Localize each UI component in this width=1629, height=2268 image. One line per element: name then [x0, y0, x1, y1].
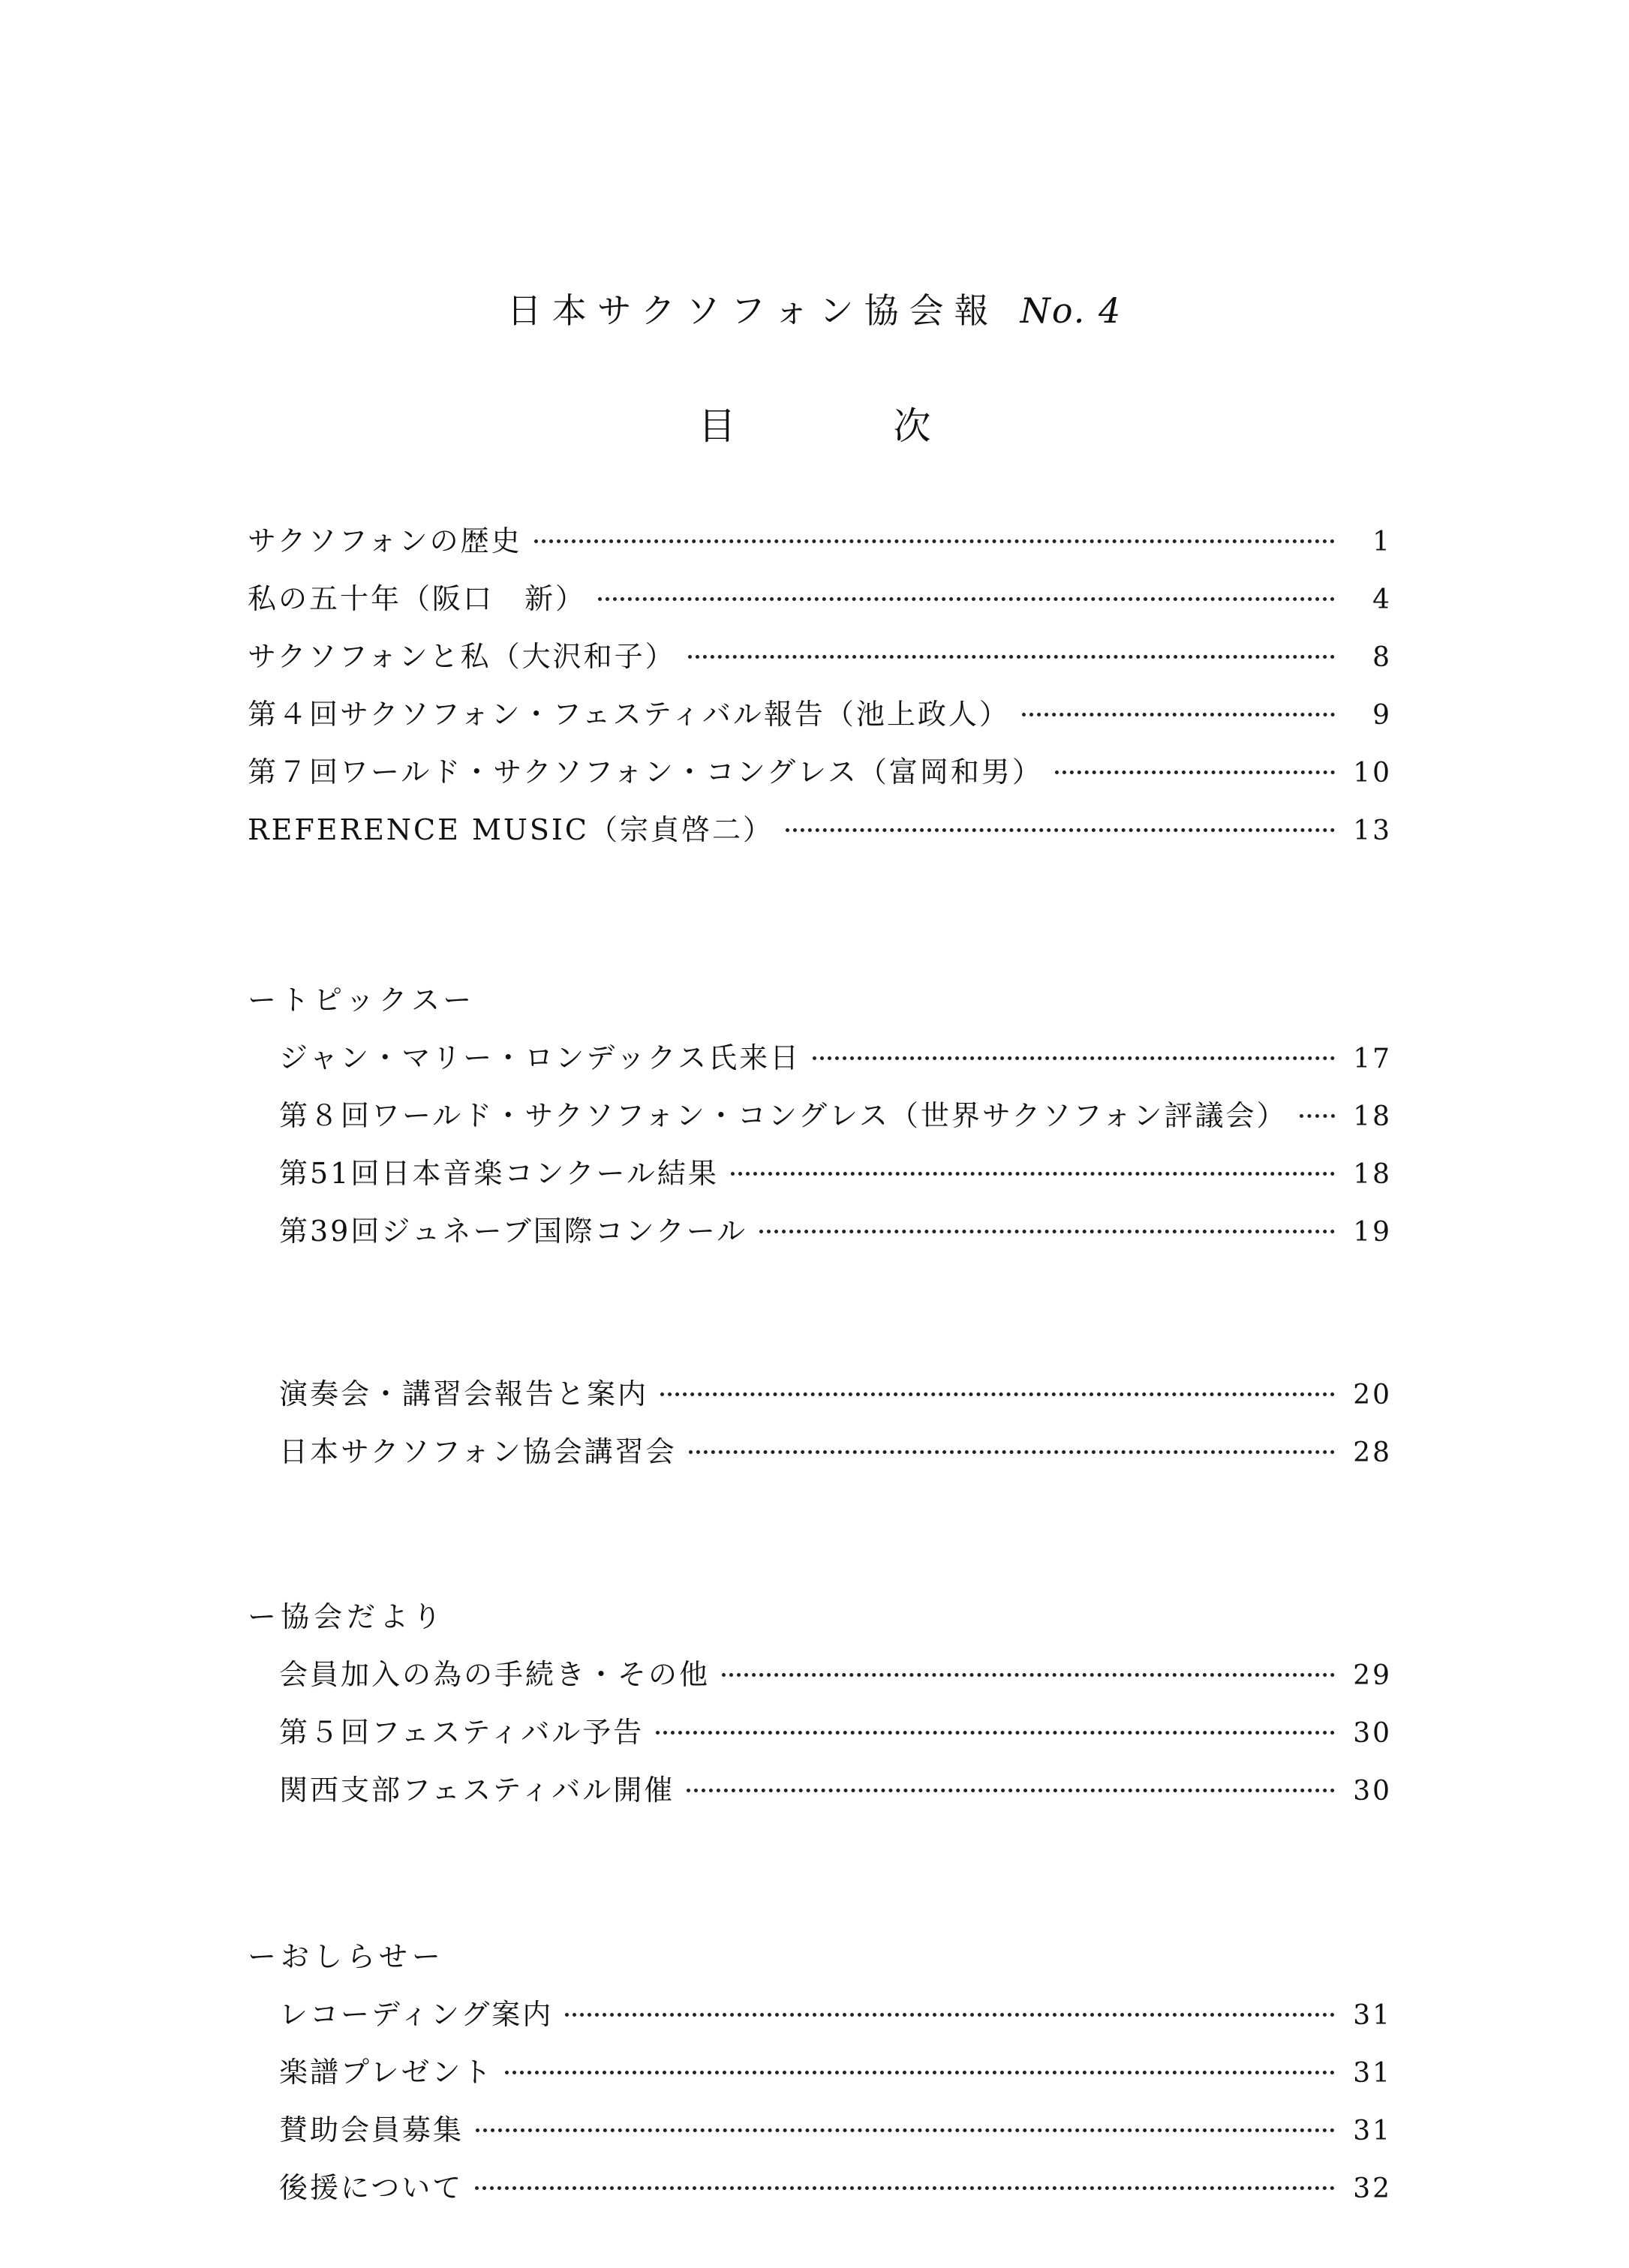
section-heading-association: ー協会だより	[248, 1600, 446, 1633]
contents-heading-left: 目	[698, 404, 736, 448]
toc-entry-page: 30	[1353, 1776, 1392, 1807]
toc-entry-title: 会員加入の為の手続き・その他	[279, 1658, 711, 1691]
toc-entry-page: 32	[1353, 2173, 1392, 2204]
toc-entry[interactable]	[248, 1428, 1392, 1486]
toc-entry-title: 第４回サクソフォン・フェスティバル報告（池上政人）	[248, 698, 1010, 731]
toc-entry-page: 4	[1372, 584, 1392, 615]
toc-entry-page: 20	[1353, 1380, 1392, 1410]
toc-entry-title: 演奏会・講習会報告と案内	[279, 1377, 649, 1410]
toc-entry-title: 後援について	[279, 2171, 464, 2204]
dot-leader	[813, 1056, 1335, 1060]
dot-leader	[534, 539, 1335, 543]
dot-leader	[505, 2071, 1335, 2074]
toc-entry-page: 9	[1372, 700, 1392, 731]
dot-leader	[475, 2186, 1335, 2190]
dot-leader	[598, 597, 1335, 601]
dot-leader	[656, 1731, 1335, 1735]
section-spacer	[248, 1266, 1392, 1371]
toc-entry-page: 31	[1353, 2000, 1392, 2031]
toc-entry-page: 31	[1353, 2058, 1392, 2089]
contents-heading-right: 次	[893, 404, 931, 448]
toc-entry-page: 30	[1353, 1718, 1392, 1749]
toc-entry-page: 8	[1372, 642, 1392, 673]
toc-entry-title: サクソフォンの歴史	[248, 524, 522, 557]
toc-entry[interactable]	[248, 807, 1392, 864]
dot-leader	[660, 1392, 1335, 1396]
dot-leader	[565, 2013, 1335, 2017]
toc-entry[interactable]	[248, 1651, 1392, 1709]
toc-entry-title: 第51回日本音楽コンクール結果	[279, 1157, 719, 1190]
issue-number: No. 4	[1020, 290, 1123, 331]
toc-entry[interactable]	[248, 2107, 1392, 2164]
toc-entry[interactable]	[248, 518, 1392, 575]
toc-entry-title: 私の五十年（阪口 新）	[248, 582, 587, 615]
dot-leader	[687, 1789, 1335, 1792]
toc-entry-page: 28	[1353, 1437, 1392, 1468]
toc-entry[interactable]	[248, 1208, 1392, 1266]
toc-entry-title: REFERENCE MUSIC（宗貞啓二）	[248, 813, 774, 846]
page-title	[0, 284, 1629, 333]
toc-entry-title: レコーディング案内	[279, 1998, 554, 2031]
toc-entry[interactable]	[248, 1767, 1392, 1825]
toc-entry-page: 19	[1353, 1217, 1392, 1248]
dot-leader	[689, 1450, 1335, 1454]
toc-entry-title: 日本サクソフォン協会講習会	[279, 1435, 677, 1468]
toc-entry-title: サクソフォンと私（大沢和子）	[248, 640, 676, 673]
toc-entry-title: 賛助会員募集	[279, 2113, 464, 2146]
toc-entry[interactable]	[248, 1092, 1392, 1150]
toc-entry-title: 第39回ジュネーブ国際コンクール	[279, 1215, 748, 1248]
dot-leader	[1300, 1114, 1335, 1118]
toc-entry-title: 関西支部フェスティバル開催	[279, 1774, 675, 1807]
toc-entry[interactable]	[248, 1991, 1392, 2049]
toc-entry-title: 第８回ワールド・サクソフォン・コングレス（世界サクソフォン評議会）	[279, 1099, 1288, 1132]
contents-heading	[0, 396, 1629, 450]
toc-entry-title: 楽譜プレゼント	[279, 2056, 494, 2089]
dot-leader	[786, 828, 1335, 832]
toc-entry-page: 29	[1353, 1660, 1392, 1691]
toc-entry[interactable]	[248, 2164, 1392, 2222]
dot-leader	[688, 655, 1335, 659]
dot-leader	[759, 1230, 1335, 1233]
toc-entry-page: 31	[1353, 2116, 1392, 2146]
publication-title: 日本サクソフォン協会報	[506, 290, 999, 331]
section-spacer	[248, 1825, 1392, 1933]
dot-leader	[476, 2128, 1335, 2132]
toc-entry-title: 第７回ワールド・サクソフォン・コングレス（富岡和男）	[248, 755, 1043, 789]
toc-entry-page: 13	[1353, 816, 1392, 846]
toc-entry[interactable]	[248, 749, 1392, 807]
toc-entry-page: 10	[1353, 758, 1392, 789]
section-spacer	[248, 864, 1392, 977]
toc-entry-page: 1	[1372, 527, 1392, 557]
dot-leader	[1022, 713, 1335, 716]
toc-entry[interactable]	[248, 575, 1392, 633]
toc-entry[interactable]	[248, 1709, 1392, 1767]
section-spacer	[248, 1486, 1392, 1594]
section-heading-topics: ートピックスー	[248, 984, 476, 1017]
toc-entry[interactable]	[248, 2049, 1392, 2107]
toc-entry-page: 18	[1353, 1101, 1392, 1132]
section-heading-notices: ーおしらせー	[248, 1940, 445, 1973]
toc-entry-page: 17	[1353, 1044, 1392, 1074]
dot-leader	[1055, 771, 1335, 774]
toc-entry[interactable]	[248, 1371, 1392, 1428]
toc-entry[interactable]	[248, 1150, 1392, 1208]
toc-entry-title: 第５回フェスティバル予告	[279, 1716, 645, 1749]
toc-entry[interactable]	[248, 691, 1392, 749]
toc-entry[interactable]	[248, 633, 1392, 691]
dot-leader	[722, 1673, 1335, 1677]
toc-entry-page: 18	[1353, 1159, 1392, 1190]
toc-entry[interactable]	[248, 1035, 1392, 1092]
toc-entry-title: ジャン・マリー・ロンデックス氏来日	[279, 1041, 801, 1074]
table-of-contents	[248, 518, 1392, 2222]
dot-leader	[731, 1172, 1335, 1176]
